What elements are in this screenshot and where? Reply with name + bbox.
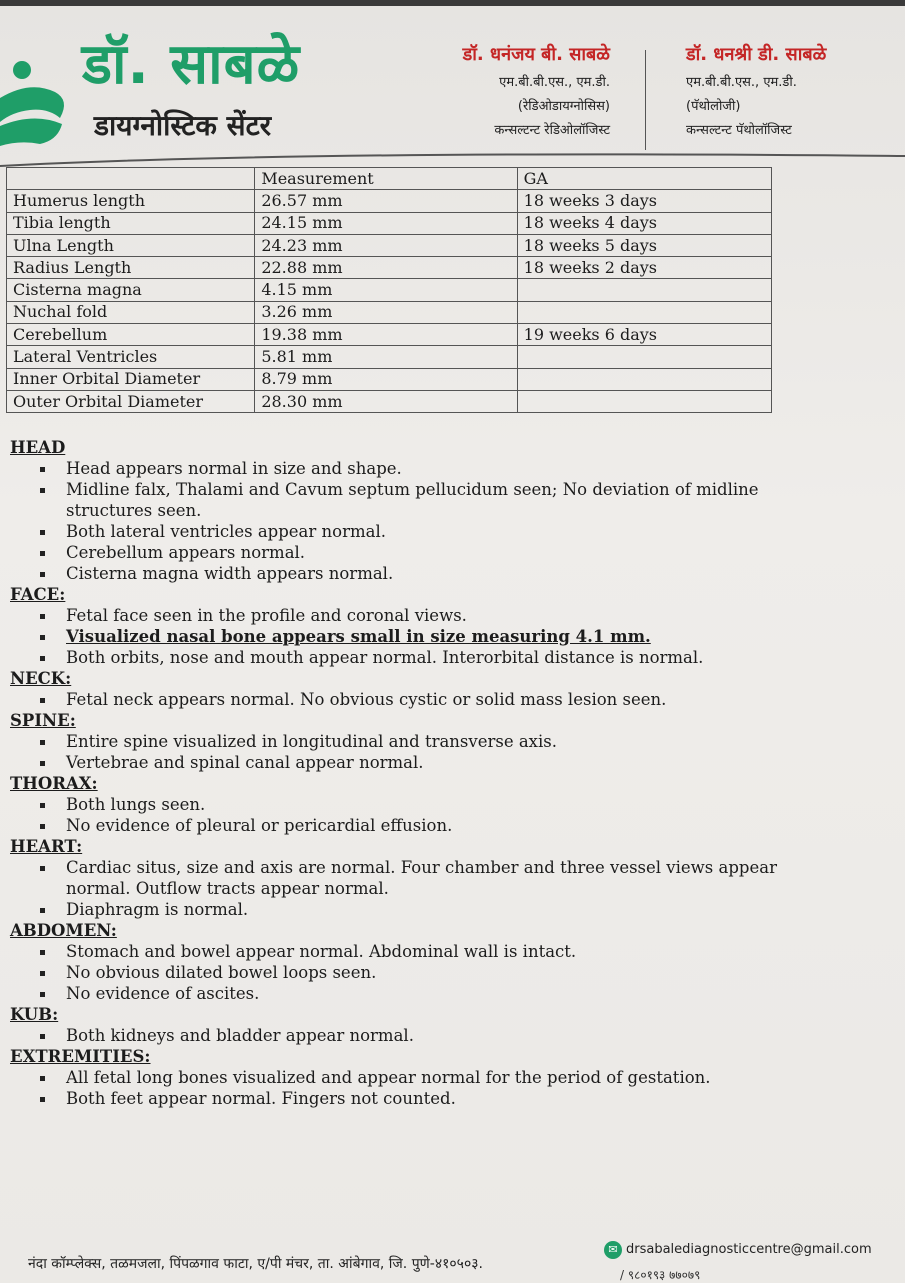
parameter-cell: Nuchal fold — [7, 301, 255, 323]
header-divider — [645, 50, 646, 150]
table-row — [7, 279, 772, 301]
parameter-cell: Inner Orbital Diameter — [7, 368, 255, 390]
finding-item: Fetal neck appears normal. No obvious cystic or solid mass lesion seen. — [10, 689, 810, 710]
parameter-cell: Outer Orbital Diameter — [7, 390, 255, 412]
parameter-cell: Ulna Length — [7, 234, 255, 256]
ga-cell — [517, 301, 771, 323]
measurement-cell: 5.81 mm — [255, 346, 517, 368]
finding-item: No evidence of pleural or pericardial effusion. — [10, 815, 810, 836]
doctor-1-title: कन्सल्टन्ट रेडिओलॉजिस्ट — [494, 123, 610, 138]
finding-item: Vertebrae and spinal canal appear normal. — [10, 752, 810, 773]
section-title: HEAD — [10, 438, 66, 457]
measurement-cell: 4.15 mm — [255, 279, 517, 301]
table-row — [7, 257, 772, 279]
finding-item: Diaphragm is normal. — [10, 899, 810, 920]
table-header-row — [7, 168, 772, 190]
doctor-1-name: डॉ. धनंजय बी. साबळे — [462, 44, 610, 65]
clinic-name: डॉ. साबळे — [82, 32, 301, 97]
table-header-ga: GA — [517, 168, 771, 190]
section-title: KUB: — [10, 1005, 59, 1024]
table-row — [7, 390, 772, 412]
section-title: SPINE: — [10, 711, 76, 730]
mail-icon: ✉ — [604, 1241, 622, 1259]
parameter-cell: Tibia length — [7, 212, 255, 234]
table-header-parameter — [7, 168, 255, 190]
ga-cell — [517, 279, 771, 301]
measurement-cell: 19.38 mm — [255, 324, 517, 346]
section-title: HEART: — [10, 837, 83, 856]
ga-cell: 18 weeks 3 days — [517, 190, 771, 212]
parameter-cell: Humerus length — [7, 190, 255, 212]
clinic-logo-icon — [0, 40, 80, 150]
measurement-cell: 28.30 mm — [255, 390, 517, 412]
measurement-cell: 22.88 mm — [255, 257, 517, 279]
doctor-2-degree: एम.बी.बी.एस., एम.डी. — [686, 75, 797, 90]
finding-item: Cisterna magna width appears normal. — [10, 563, 810, 584]
finding-item: Midline falx, Thalami and Cavum septum pellucidum seen; No deviation of midline structures seen. — [10, 479, 810, 521]
finding-item: Both feet appear normal. Fingers not counted. — [10, 1088, 810, 1109]
header-rule — [0, 148, 905, 168]
finding-item: No obvious dilated bowel loops seen. — [10, 962, 810, 983]
finding-item: No evidence of ascites. — [10, 983, 810, 1004]
section-title: EXTREMITIES: — [10, 1047, 151, 1066]
ga-cell — [517, 346, 771, 368]
section-title: FACE: — [10, 585, 66, 604]
top-border — [0, 0, 905, 6]
ga-cell — [517, 390, 771, 412]
doctor-2-block — [686, 42, 826, 138]
ga-cell: 18 weeks 4 days — [517, 212, 771, 234]
table-row — [7, 346, 772, 368]
section-title: ABDOMEN: — [10, 921, 117, 940]
ga-cell: 18 weeks 5 days — [517, 234, 771, 256]
doctor-1-block — [405, 42, 610, 138]
finding-item: Both lungs seen. — [10, 794, 810, 815]
finding-item: Fetal face seen in the profile and coronal views. — [10, 605, 810, 626]
measurement-cell: 26.57 mm — [255, 190, 517, 212]
finding-item: All fetal long bones visualized and appear normal for the period of gestation. — [10, 1067, 810, 1088]
table-row — [7, 212, 772, 234]
measurement-cell: 8.79 mm — [255, 368, 517, 390]
doctor-1-degree: एम.बी.बी.एस., एम.डी. — [499, 75, 610, 90]
finding-item: Visualized nasal bone appears small in size measuring 4.1 mm. — [10, 626, 810, 647]
table-row — [7, 190, 772, 212]
clinic-subtitle: डायग्नोस्टिक सेंटर — [94, 109, 272, 142]
doctor-2-title: कन्सल्टन्ट पॅथोलॉजिस्ट — [686, 123, 792, 138]
finding-item: Both orbits, nose and mouth appear normal. Interorbital distance is normal. — [10, 647, 810, 668]
doctor-2-name: डॉ. धनश्री डी. साबळे — [686, 44, 827, 65]
finding-item: Cardiac situs, size and axis are normal. Four chamber and three vessel views appear normal. Outflow tracts appear normal. — [10, 857, 810, 899]
finding-item: Entire spine visualized in longitudinal and transverse axis. — [10, 731, 810, 752]
parameter-cell: Radius Length — [7, 257, 255, 279]
table-row — [7, 368, 772, 390]
table-row — [7, 301, 772, 323]
finding-item: Head appears normal in size and shape. — [10, 458, 810, 479]
table-header-measurement: Measurement — [255, 168, 517, 190]
footer-email[interactable] — [604, 1241, 872, 1259]
table-row — [7, 324, 772, 346]
parameter-cell: Cisterna magna — [7, 279, 255, 301]
finding-item: Both lateral ventricles appear normal. — [10, 521, 810, 542]
ga-cell: 19 weeks 6 days — [517, 324, 771, 346]
section-title: NECK: — [10, 669, 72, 688]
doctor-1-specialty: (रेडिओडायग्नोसिस) — [517, 99, 610, 114]
finding-item: Both kidneys and bladder appear normal. — [10, 1025, 810, 1046]
measurement-cell: 24.15 mm — [255, 212, 517, 234]
findings — [10, 437, 810, 1109]
doctor-2-specialty: (पॅथोलोजी) — [686, 99, 741, 114]
parameter-cell: Cerebellum — [7, 324, 255, 346]
footer-address: नंदा कॉम्प्लेक्स, तळमजला, पिंपळगाव फाटा, ए/पी मंचर, ता. आंबेगाव, जि. पुणे-४१०५०३. — [28, 1256, 483, 1272]
parameter-cell: Lateral Ventricles — [7, 346, 255, 368]
finding-item: Stomach and bowel appear normal. Abdominal wall is intact. — [10, 941, 810, 962]
ga-cell: 18 weeks 2 days — [517, 257, 771, 279]
section-title: THORAX: — [10, 774, 98, 793]
email-text: drsabalediagnosticcentre@gmail.com — [626, 1242, 872, 1257]
table-row — [7, 234, 772, 256]
footer-phone: / ९८०१९३ ७७०७९ — [620, 1268, 701, 1282]
measurements-table — [6, 167, 772, 413]
finding-item: Cerebellum appears normal. — [10, 542, 810, 563]
ga-cell — [517, 368, 771, 390]
measurement-cell: 24.23 mm — [255, 234, 517, 256]
measurement-cell: 3.26 mm — [255, 301, 517, 323]
